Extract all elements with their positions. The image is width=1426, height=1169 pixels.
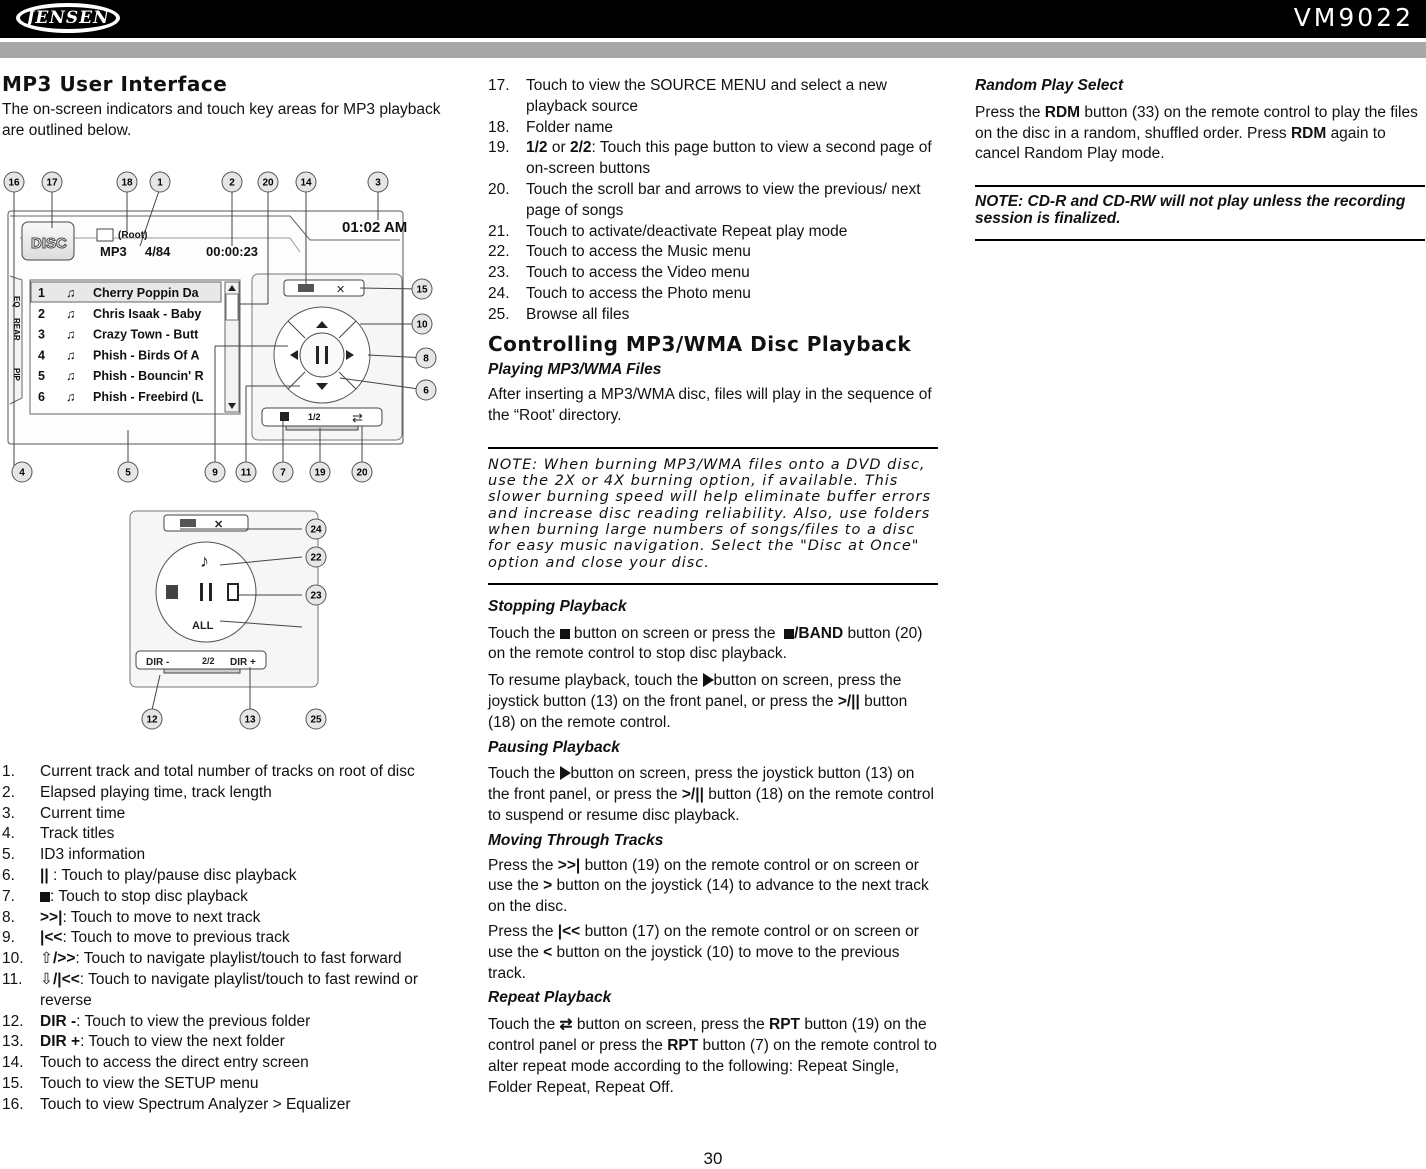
side-tab-rear[interactable]: REAR <box>12 318 21 341</box>
moving-paragraph-next: Press the >>| button (19) on the remote control or on screen or use the > button on the joystick (14) to advance to the next track on the disc. <box>488 856 929 916</box>
repeat-heading: Repeat Playback <box>488 989 612 1007</box>
format-label: MP3 <box>100 244 127 259</box>
list-item: 5. ID3 information <box>2 846 146 864</box>
elapsed-time: 00:00:23 <box>206 244 259 259</box>
pausing-heading: Pausing Playback <box>488 738 620 756</box>
music-note-icon: ♫ <box>66 306 76 321</box>
mp3-screen-diagram <box>0 168 440 488</box>
track-title[interactable]: Phish - Birds Of A <box>93 348 200 363</box>
jensen-logo: JENSEN <box>16 3 120 33</box>
list-item: 6. || : Touch to play/pause disc playback <box>2 866 297 884</box>
list-item: 14. Touch to access the direct entry screen <box>2 1054 309 1072</box>
list-item: 24. Touch to access the Photo menu <box>488 284 751 302</box>
repeat-icon[interactable]: ⇄ <box>352 410 363 425</box>
music-note-icon: ♫ <box>66 327 76 342</box>
play-icon <box>703 673 714 687</box>
callout-number: 3 <box>375 177 381 189</box>
track-number: 5 <box>38 369 45 384</box>
burning-note: NOTE: When burning MP3/WMA files onto a DVD disc, use the 2X or 4X burning option, if available. This slower burning speed will help eliminate buffer errors and increase disc reading reliability. Also, use folders when burning large numbers of songs/files to a disc for easy music navigation. Select the "Disc at Once" option and close your disc. <box>488 456 932 571</box>
note-rule-top <box>975 185 1425 187</box>
callout-number: 5 <box>125 467 131 479</box>
callout-number: 10 <box>416 319 428 331</box>
note-rule-bottom <box>975 239 1425 241</box>
random-heading: Random Play Select <box>975 77 1124 94</box>
page-header <box>0 0 1426 38</box>
track-title[interactable]: Chris Isaak - Baby <box>93 306 202 321</box>
page-button[interactable]: 2/2 <box>202 656 215 666</box>
repeat-mode-label[interactable]: ALL <box>192 620 214 632</box>
list-item: 15. Touch to view the SETUP menu <box>2 1074 259 1092</box>
list-item: 10. ⇧/>>: Touch to navigate playlist/touch to fast forward <box>2 950 402 968</box>
pause-icon[interactable] <box>316 346 319 364</box>
music-note-icon[interactable]: ♪ <box>200 551 209 571</box>
list-item: 12. DIR -: Touch to view the previous folder <box>2 1012 311 1030</box>
moving-paragraph-previous: Press the |<< button (17) on the remote control or on screen or use the < button on the joystick (10) to move to the previous track. <box>488 922 919 982</box>
down-arrow-icon: ⇩ <box>40 970 53 988</box>
cdr-note: NOTE: CD-R and CD-RW will not play unless the recording session is finalized. <box>975 193 1406 228</box>
moving-heading: Moving Through Tracks <box>488 831 664 849</box>
callout-number: 13 <box>244 714 256 726</box>
callout-number: 24 <box>310 524 322 536</box>
setup-icon[interactable]: ✕ <box>336 284 346 296</box>
spectrum-icon[interactable] <box>298 284 314 292</box>
section-title-mp3-ui: MP3 User Interface <box>2 72 228 96</box>
resume-paragraph: To resume playback, touch the button on screen, press the joystick button (13) on the front panel, or press the >/|| button (18) on the remote control. <box>488 672 908 731</box>
callout-number: 20 <box>262 177 274 189</box>
track-title[interactable]: Cherry Poppin Da <box>93 286 199 300</box>
callout-number: 4 <box>19 467 25 479</box>
stopping-paragraph: Touch the button on screen or press the /BAND button (20) on the remote control to stop disc playback. <box>488 624 923 663</box>
track-title[interactable]: Phish - Freebird (L <box>93 390 204 404</box>
list-item: 16. Touch to view Spectrum Analyzer > Equalizer <box>2 1095 351 1113</box>
stop-icon[interactable] <box>280 412 289 421</box>
callout-number: 20 <box>356 467 368 479</box>
callout-number: 23 <box>310 590 322 602</box>
list-item: 17. Touch to view the SOURCE MENU and select a new playback source <box>488 77 887 115</box>
callout-number: 17 <box>46 177 58 189</box>
track-number: 2 <box>38 306 45 321</box>
track-number: 6 <box>38 390 45 404</box>
stop-icon <box>784 629 794 639</box>
stop-icon <box>560 629 570 639</box>
callout-number: 22 <box>310 552 322 564</box>
left-column <box>2 74 452 141</box>
photo-icon[interactable] <box>166 585 178 599</box>
list-item: 2. Elapsed playing time, track length <box>2 783 272 801</box>
callout-number: 2 <box>229 177 235 189</box>
playing-heading: Playing MP3/WMA Files <box>488 361 662 379</box>
setup-icon[interactable]: ✕ <box>214 519 224 531</box>
list-item: 25. Browse all files <box>488 305 630 323</box>
list-item: 11. ⇩/|<<: Touch to navigate playlist/touch to fast rewind or reverse <box>2 970 419 1009</box>
spectrum-icon[interactable] <box>180 519 196 527</box>
callout-number: 15 <box>416 284 428 296</box>
page-number: 30 <box>703 1149 723 1168</box>
clock-time: 01:02 AM <box>342 219 408 236</box>
list-item: 13. DIR +: Touch to view the next folder <box>2 1033 285 1051</box>
folder-name: (Root) <box>118 230 148 241</box>
list-item: 9. |<<: Touch to move to previous track <box>2 929 290 947</box>
track-number: 3 <box>38 327 45 342</box>
callout-number: 19 <box>314 467 326 479</box>
track-number: 1 <box>38 286 45 300</box>
list-item: 7. : Touch to stop disc playback <box>2 887 248 905</box>
music-note-icon: ♫ <box>66 286 76 300</box>
callout-number: 7 <box>280 467 286 479</box>
list-item: 4. Track titles <box>2 825 115 843</box>
repeat-paragraph: Touch the ⇄ button on screen, press the RPT button (19) on the control panel or press the RPT button (7) on the remote control to alter repeat mode according to the following: Repeat Single, Folder Repeat, Repeat Off. <box>488 1016 937 1096</box>
callout-number: 12 <box>146 714 158 726</box>
callout-number: 16 <box>8 177 20 189</box>
list-item: 21. Touch to activate/deactivate Repeat play mode <box>488 222 848 240</box>
right-column <box>975 76 1425 241</box>
model-name: VM9022 <box>1293 3 1414 32</box>
play-icon <box>560 766 571 780</box>
list-item: 19. 1/2 or 2/2: Touch this page button to view a second page of on-screen buttons <box>488 139 932 178</box>
note-rule-top <box>488 447 938 449</box>
track-title[interactable]: Crazy Town - Butt <box>93 327 199 342</box>
middle-column <box>488 76 938 1098</box>
list-item: 8. >>|: Touch to move to next track <box>2 908 261 926</box>
intro-paragraph: The on-screen indicators and touch key areas for MP3 playback are outlined below. <box>2 101 441 139</box>
list-item: 20. Touch the scroll bar and arrows to view the previous/ next page of songs <box>488 180 921 219</box>
music-note-icon: ♫ <box>66 390 76 404</box>
stopping-heading: Stopping Playback <box>488 597 627 615</box>
pausing-paragraph: Touch the button on screen, press the joystick button (13) on the front panel, or press the >/|| button (18) on the remote control to suspend or resume disc playback. <box>488 765 934 824</box>
side-tab-eq[interactable]: EQ <box>12 296 21 308</box>
header-band <box>0 42 1426 58</box>
list-item: 3. Current time <box>2 804 126 822</box>
callout-number: 14 <box>300 177 312 189</box>
up-arrow-icon: ⇧ <box>40 950 53 968</box>
music-note-icon: ♫ <box>66 369 76 384</box>
section-title-controlling: Controlling MP3/WMA Disc Playback <box>488 331 912 356</box>
mp3-screen-page2-diagram <box>120 505 340 735</box>
playing-paragraph: After inserting a MP3/WMA disc, files will play in the sequence of the “Root’ directory. <box>488 386 932 424</box>
disc-label[interactable]: DISC <box>31 235 67 252</box>
music-note-icon: ♫ <box>66 348 76 363</box>
callout-number: 1 <box>157 177 163 189</box>
list-item: 1. Current track and total number of tracks on root of disc <box>2 763 415 780</box>
callout-number: 8 <box>423 353 429 365</box>
dir-minus-button[interactable]: DIR - <box>146 657 170 668</box>
random-paragraph: Press the RDM button (33) on the remote control to play the files on the disc in a random, shuffled order. Press RDM again to cancel Random Play mode. <box>975 103 1418 163</box>
track-title[interactable]: Phish - Bouncin' R <box>93 369 204 384</box>
stop-icon <box>40 892 50 902</box>
callout-number: 9 <box>212 467 218 479</box>
list-item: 22. Touch to access the Music menu <box>488 243 751 261</box>
callout-number: 25 <box>310 714 322 726</box>
list-item: 18. Folder name <box>488 118 614 136</box>
page-button[interactable]: 1/2 <box>308 412 321 422</box>
track-number: 4 <box>38 348 45 363</box>
callout-number: 11 <box>240 467 252 479</box>
track-counter: 4/84 <box>145 244 171 259</box>
pause-icon[interactable] <box>200 583 203 601</box>
callout-number: 6 <box>423 385 429 397</box>
repeat-icon: ⇄ <box>559 1016 573 1034</box>
list-item: 23. Touch to access the Video menu <box>488 264 750 282</box>
left-item-list <box>2 762 452 1116</box>
side-tab-pip[interactable]: PIP <box>12 368 21 381</box>
callout-number: 18 <box>121 177 133 189</box>
note-rule-bottom <box>488 583 938 585</box>
dir-plus-button[interactable]: DIR + <box>230 657 256 668</box>
